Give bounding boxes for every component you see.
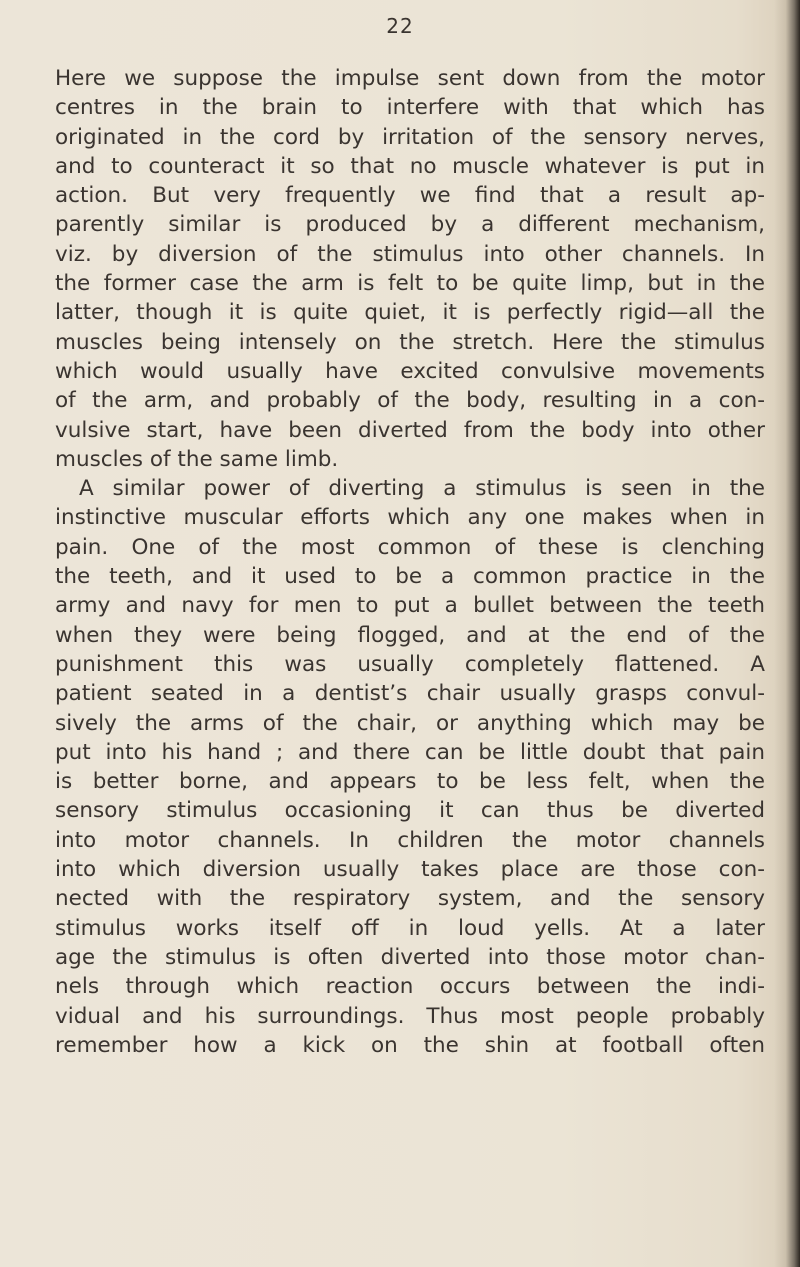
text-line: instinctive muscular efforts which any one makes when in bbox=[55, 505, 765, 531]
page-number: 22 bbox=[386, 14, 414, 38]
text-line: viz. by diversion of the stimulus into other channels. In bbox=[55, 241, 765, 267]
text-line: nels through which reaction occurs between the indi- bbox=[55, 974, 765, 1000]
text-line: nected with the respiratory system, and the sensory bbox=[55, 886, 765, 912]
text-line: originated in the cord by irritation of the sensory nerves, bbox=[55, 124, 765, 150]
paragraph-end-line: muscles of the same limb. bbox=[55, 446, 339, 472]
text-line: which would usually have excited convulsive movements bbox=[55, 358, 765, 384]
text-line: patient seated in a dentist’s chair usually grasps convul- bbox=[55, 681, 765, 707]
text-line: sively the arms of the chair, or anything which may be bbox=[55, 710, 765, 736]
text-line: and to counteract it so that no muscle whatever is put in bbox=[55, 153, 765, 179]
text-line: Here we suppose the impulse sent down from the motor bbox=[55, 66, 765, 91]
text-line: sensory stimulus occasioning it can thus be diverted bbox=[55, 798, 765, 824]
text-line: muscles being intensely on the stretch. Here the stimulus bbox=[55, 329, 765, 355]
text-line: when they were being flogged, and at the end of the bbox=[55, 622, 765, 648]
text-line: the teeth, and it used to be a common practice in the bbox=[55, 564, 765, 590]
text-line: the former case the arm is felt to be quite limp, but in the bbox=[55, 271, 765, 297]
text-line: punishment this was usually completely flattened. A bbox=[55, 651, 765, 677]
text-line: remember how a kick on the shin at football often bbox=[55, 1032, 765, 1058]
text-line: age the stimulus is often diverted into those motor chan- bbox=[55, 944, 765, 970]
text-line: of the arm, and probably of the body, resulting in a con- bbox=[55, 388, 765, 414]
text-line: action. But very frequently we find that a result ap- bbox=[55, 183, 765, 209]
text-line: vulsive start, have been diverted from the body into other bbox=[55, 417, 765, 443]
text-line: is better borne, and appears to be less felt, when the bbox=[55, 769, 765, 795]
text-line: into motor channels. In children the motor channels bbox=[55, 827, 765, 853]
text-line: centres in the brain to interfere with that which has bbox=[55, 95, 765, 121]
body-text bbox=[55, 64, 765, 1060]
text-line: into which diversion usually takes place are those con- bbox=[55, 857, 765, 883]
text-line: vidual and his surroundings. Thus most people probably bbox=[55, 1003, 765, 1029]
text-line: latter, though it is quite quiet, it is perfectly rigid—all the bbox=[55, 300, 765, 326]
text-line: put into his hand ; and there can be little doubt that pain bbox=[55, 739, 765, 765]
text-line: army and navy for men to put a bullet between the teeth bbox=[55, 593, 765, 619]
text-line: stimulus works itself off in loud yells. At a later bbox=[55, 915, 765, 941]
text-line: pain. One of the most common of these is clenching bbox=[55, 534, 765, 560]
page-binding-shadow bbox=[774, 0, 800, 1267]
text-line: parently similar is produced by a different mechanism, bbox=[55, 212, 765, 238]
paragraph-start-line: A similar power of diverting a stimulus is seen in the bbox=[79, 476, 765, 502]
